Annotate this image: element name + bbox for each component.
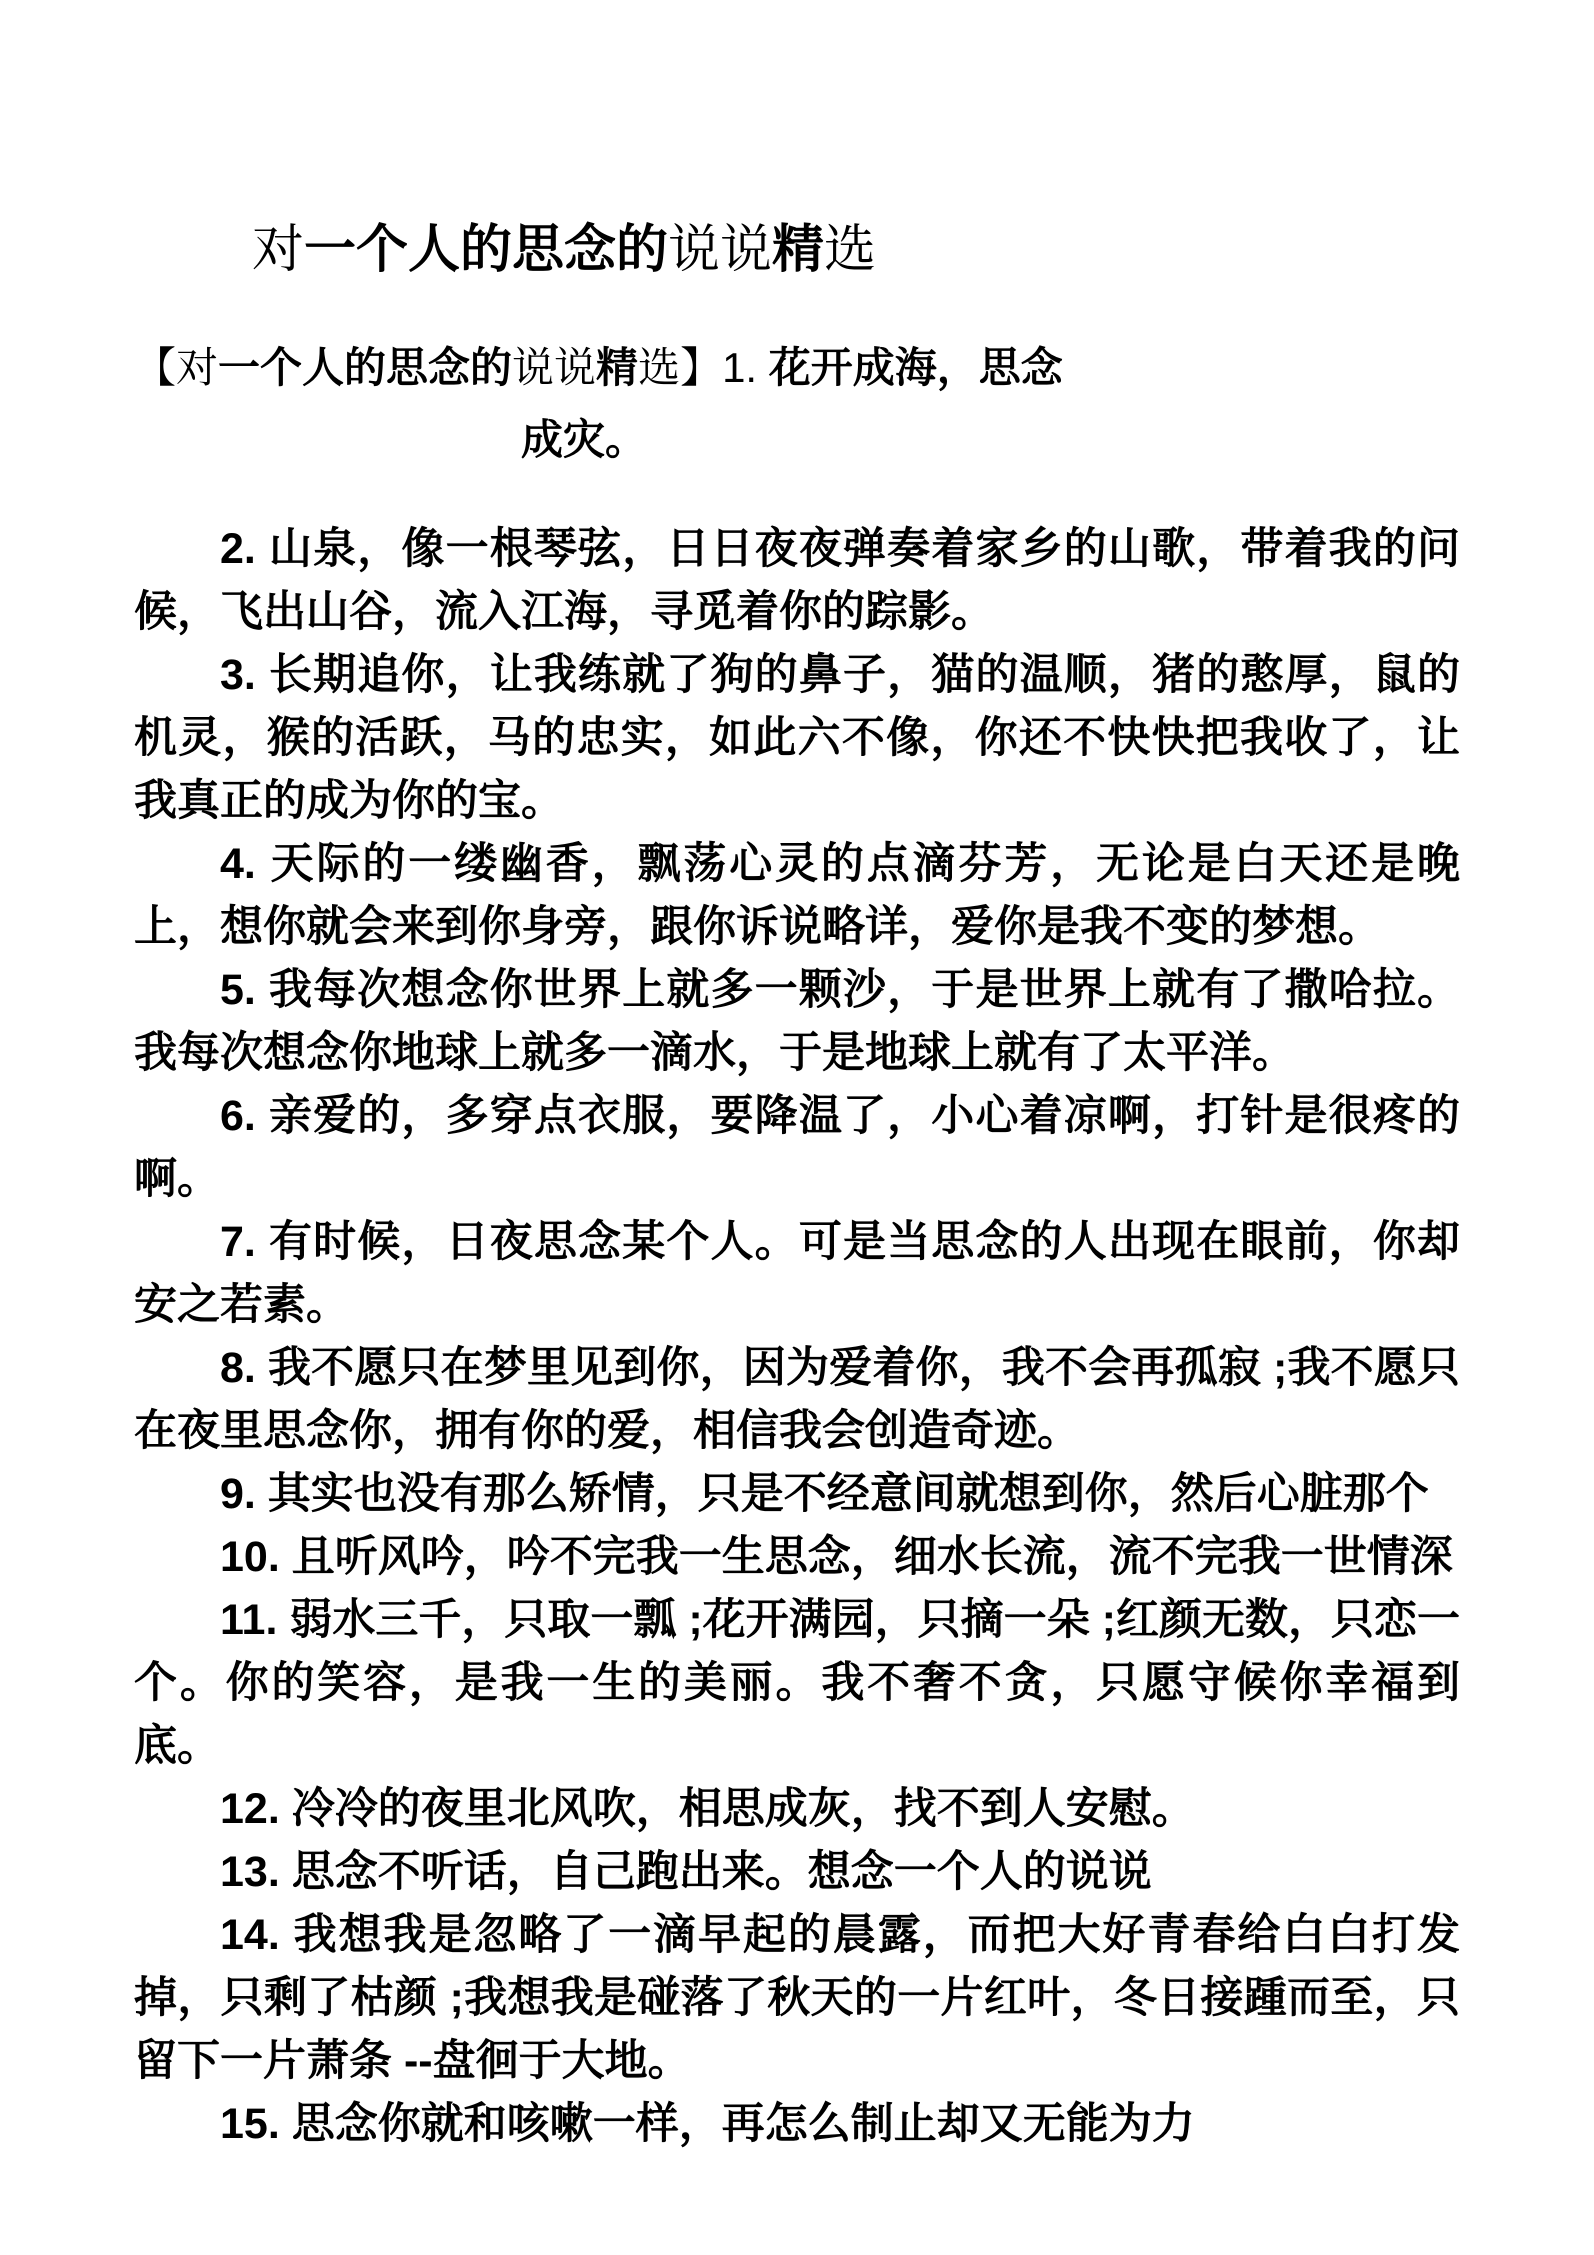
quote-paragraph-15: 15. 思念你就和咳嗽一样，再怎么制止却又无能为力 — [220, 2100, 1195, 2148]
subtitle-segment: 精 — [596, 344, 639, 391]
subtitle-item-number: 1. — [722, 344, 769, 391]
quote-paragraph-11: 11. 弱水三千，只取一瓢 ;花开满园，只摘一朵 ;红颜无数，只恋一个。你的笑容，是我一生的美丽。我不奢不贪，只愿守候你幸福到底。 — [134, 1596, 1460, 1770]
subtitle-line-1 — [134, 332, 1063, 404]
quote-paragraph-2: 2. 山泉，像一根琴弦，日日夜夜弹奏着家乡的山歌，带着我的问候，飞出山谷，流入江海，寻觅着你的踪影。 — [134, 525, 1460, 636]
quote-list — [134, 518, 1460, 2156]
subtitle-segment: 【对 — [134, 344, 219, 391]
subtitle-segment: 说说 — [512, 344, 597, 391]
quote-paragraph-12: 12. 冷冷的夜里北风吹，相思成灰，找不到人安慰。 — [220, 1785, 1195, 1833]
title-segment: 对 — [251, 221, 304, 279]
document-content — [0, 220, 1594, 2156]
document-title — [134, 220, 994, 280]
subtitle-line-2: 成灾。 — [520, 416, 647, 463]
title-segment: 说说 — [667, 221, 772, 279]
quote-paragraph-8: 8. 我不愿只在梦里见到你，因为爱着你，我不会再孤寂 ;我不愿只在夜里思念你，拥有你的爱，相信我会创造奇迹。 — [134, 1344, 1460, 1455]
quote-paragraph-7: 7. 有时候，日夜思念某个人。可是当思念的人出现在眼前，你却安之若素。 — [134, 1218, 1460, 1329]
subtitle-segment: 一个人的思念的 — [218, 344, 513, 391]
quote-paragraph-9: 9. 其实也没有那么矫情，只是不经意间就想到你，然后心脏那个 — [220, 1470, 1429, 1518]
subtitle-segment: 选】 — [638, 344, 723, 391]
title-segment: 选 — [824, 221, 877, 279]
subtitle-segment: 花开成海，思念 — [768, 344, 1063, 391]
title-segment: 精 — [772, 221, 825, 279]
quote-paragraph-10: 10. 且听风吟，吟不完我一生思念，细水长流，流不完我一世情深 — [220, 1533, 1453, 1581]
quote-paragraph-6: 6. 亲爱的，多穿点衣服，要降温了，小心着凉啊，打针是很疼的啊。 — [134, 1092, 1460, 1203]
quote-paragraph-4: 4. 天际的一缕幽香，飘荡心灵的点滴芬芳，无论是白天还是晚上，想你就会来到你身旁，跟你诉说略详，爱你是我不变的梦想。 — [134, 840, 1460, 951]
quote-paragraph-5: 5. 我每次想念你世界上就多一颗沙，于是世界上就有了撒哈拉。我每次想念你地球上就多一滴水，于是地球上就有了太平洋。 — [134, 966, 1460, 1077]
document-subtitle — [134, 332, 1063, 476]
title-segment: 一个人的思念的 — [303, 221, 668, 279]
quote-paragraph-13: 13. 思念不听话，自己跑出来。想念一个人的说说 — [220, 1848, 1152, 1896]
quote-paragraph-3: 3. 长期追你，让我练就了狗的鼻子，猫的温顺，猪的憨厚，鼠的机灵，猴的活跃，马的忠实，如此六不像，你还不快快把我收了，让我真正的成为你的宝。 — [134, 651, 1460, 825]
quote-paragraph-14: 14. 我想我是忽略了一滴早起的晨露，而把大好青春给白白打发掉，只剩了枯颜 ;我想我是碰落了秋天的一片红叶，冬日接踵而至，只留下一片萧条 --盘徊于大地。 — [134, 1911, 1460, 2085]
